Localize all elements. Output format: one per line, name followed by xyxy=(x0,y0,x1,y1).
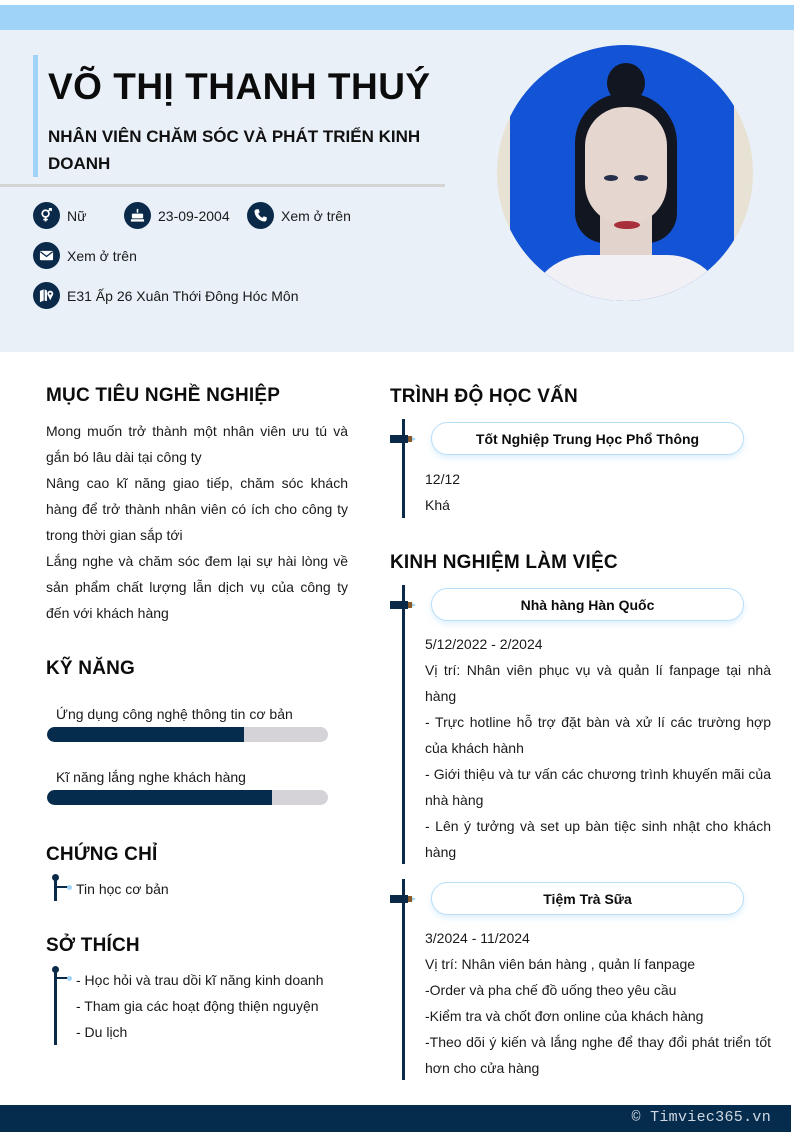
objective-paragraph: Mong muốn trở thành một nhân viên ưu tú và gắn bó lâu dài tại công ty xyxy=(46,423,348,465)
experience-period: 3/2024 - 11/2024 xyxy=(425,930,530,946)
contact-birthday xyxy=(124,202,230,229)
skill-progress-fill xyxy=(47,727,244,742)
contact-address xyxy=(33,282,299,309)
skill-progress-bar xyxy=(47,727,328,742)
pen-marker-icon xyxy=(390,895,416,903)
contact-phone-value: Xem ở trên xyxy=(281,207,351,224)
email-icon xyxy=(33,242,60,269)
hobbies-title: SỞ THÍCH xyxy=(46,935,140,956)
contact-birthday-value: 23-09-2004 xyxy=(158,207,230,224)
copyright-link[interactable]: © Timviec365.vn xyxy=(631,1109,771,1126)
objective-text xyxy=(46,418,348,626)
contact-gender-value: Nữ xyxy=(67,207,87,224)
experience-line: -Kiểm tra và chốt đơn online của khách hàng xyxy=(425,1008,704,1024)
hobby-item: - Học hỏi và trau dồi kĩ năng kinh doanh xyxy=(76,972,324,988)
gender-icon xyxy=(33,202,60,229)
skill-progress-bar xyxy=(47,790,328,805)
timeline-dot xyxy=(52,966,59,973)
certificate-item: Tin học cơ bản xyxy=(76,881,169,897)
hobby-item: - Du lịch xyxy=(76,1024,128,1040)
experience-line: Vị trí: Nhân viên bán hàng , quản lí fanpage xyxy=(425,956,696,972)
timeline-dot xyxy=(52,874,59,881)
skill-item xyxy=(47,768,329,786)
phone-icon xyxy=(247,202,274,229)
contact-email-value: Xem ở trên xyxy=(67,247,137,264)
hobbies-timeline-line xyxy=(54,970,57,1045)
skill-label: Kĩ năng lắng nghe khách hàng xyxy=(56,769,246,785)
pen-marker-icon xyxy=(390,435,416,443)
certificates-title: CHỨNG CHỈ xyxy=(46,844,158,865)
experience-line: -Theo dõi ý kiến và lắng nghe để thay đổi phát triển tốt hơn cho cửa hàng xyxy=(425,1034,771,1076)
contact-email xyxy=(33,242,137,269)
experience-company-pill: Tiệm Trà Sữa xyxy=(431,882,744,915)
experience-line: - Lên ý tưởng và set up bàn tiệc sinh nhật cho khách hàng xyxy=(425,818,771,860)
birthday-cake-icon xyxy=(124,202,151,229)
experience-period: 5/12/2022 - 2/2024 xyxy=(425,636,543,652)
contact-gender xyxy=(33,202,86,229)
name-block xyxy=(33,55,453,177)
footer xyxy=(0,1105,791,1132)
skill-progress-fill xyxy=(47,790,272,805)
education-timeline-line xyxy=(402,419,405,518)
experience-line: - Trực hotline hỗ trợ đặt bàn và xử lí các trường hợp của khách hành xyxy=(425,714,771,756)
education-grade: Khá xyxy=(425,497,450,513)
certificates-timeline-line xyxy=(54,878,57,901)
contact-phone xyxy=(247,202,351,229)
experience-line: - Giới thiệu và tư vấn các chương trình khuyến mãi của nhà hàng xyxy=(425,766,771,808)
objective-title: MỤC TIÊU NGHỀ NGHIỆP xyxy=(46,385,281,406)
experience-timeline-line xyxy=(402,585,405,864)
header-divider xyxy=(0,184,445,187)
objective-paragraph: Nâng cao kĩ năng giao tiếp, chăm sóc khách hàng để trở thành nhân viên có ích cho công ty trong thời gian sắp tới xyxy=(46,475,348,543)
hobby-item: - Tham gia các hoạt động thiện nguyện xyxy=(76,998,319,1014)
contact-address-value: E31 Ấp 26 Xuân Thới Đông Hóc Môn xyxy=(67,287,299,304)
candidate-name: VÕ THỊ THANH THUÝ xyxy=(48,66,431,107)
skill-item xyxy=(47,705,329,723)
experience-details xyxy=(425,925,771,1081)
experience-title: KINH NGHIỆM LÀM VIỆC xyxy=(390,552,618,573)
skills-title: KỸ NĂNG xyxy=(46,658,136,679)
education-title: TRÌNH ĐỘ HỌC VẤN xyxy=(390,386,578,407)
avatar xyxy=(497,45,753,301)
education-period: 12/12 xyxy=(425,471,461,487)
education-details xyxy=(425,466,771,518)
experience-line: -Order và pha chế đồ uống theo yêu cầu xyxy=(425,982,677,998)
map-location-icon xyxy=(33,282,60,309)
experience-details xyxy=(425,631,771,865)
experience-line: Vị trí: Nhân viên phục vụ và quản lí fanpage tại nhà hàng xyxy=(425,662,771,704)
objective-paragraph: Lắng nghe và chăm sóc đem lại sự hài lòng về sản phẩm chất lượng lẫn dịch vụ của công ty đến với khách hàng xyxy=(46,553,348,621)
experience-timeline-line xyxy=(402,879,405,1080)
cv-header xyxy=(0,30,794,352)
skill-label: Ứng dụng công nghệ thông tin cơ bản xyxy=(56,706,293,722)
education-school-pill: Tốt Nghiệp Trung Học Phổ Thông xyxy=(431,422,744,455)
experience-company-pill: Nhà hàng Hàn Quốc xyxy=(431,588,744,621)
candidate-position: NHÂN VIÊN CHĂM SÓC VÀ PHÁT TRIỂN KINH DOANH xyxy=(48,127,421,173)
timeline-tip xyxy=(67,976,72,981)
timeline-tip xyxy=(67,885,72,890)
top-accent-band xyxy=(0,5,794,30)
pen-marker-icon xyxy=(390,601,416,609)
